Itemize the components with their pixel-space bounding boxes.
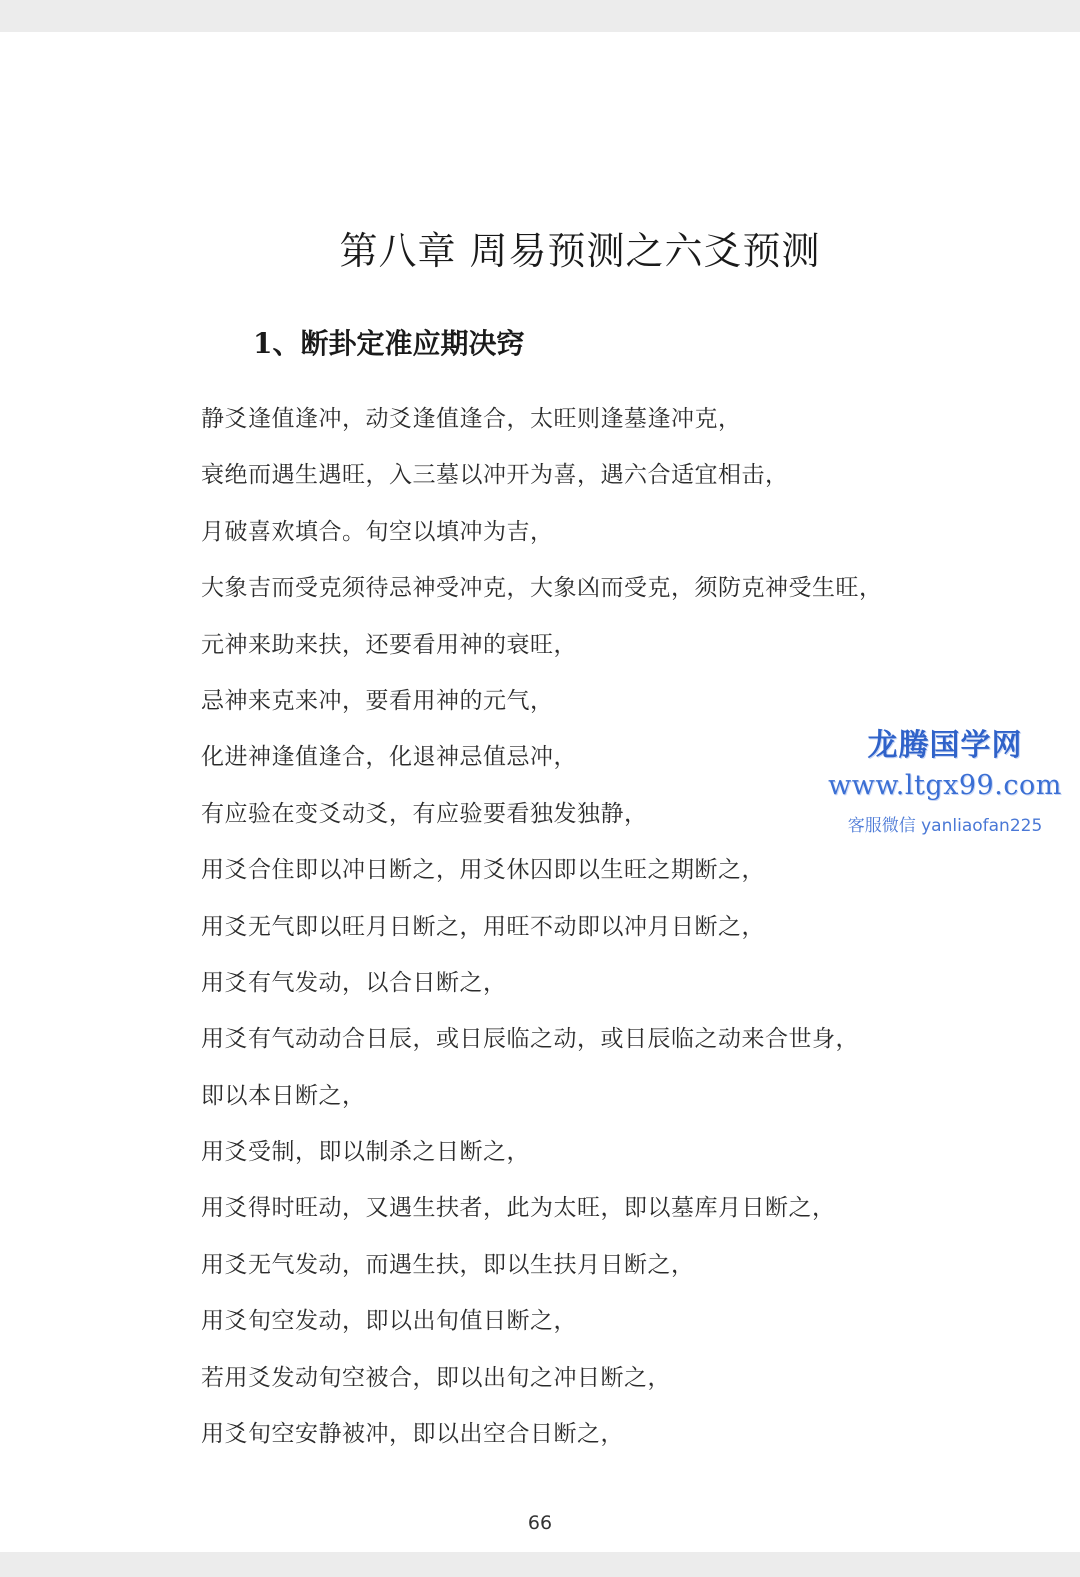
text-line: 元神来助来扶，还要看用神的衰旺， bbox=[201, 631, 577, 658]
watermark bbox=[820, 720, 1070, 836]
watermark-url: www.ltgx99.com bbox=[828, 770, 1062, 801]
text-line: 用爻有气发动，以合日断之， bbox=[201, 969, 507, 996]
text-line: 用爻合住即以冲日断之，用爻休囚即以生旺之期断之， bbox=[201, 857, 765, 884]
text-line: 衰绝而遇生遇旺，入三墓以冲开为喜，遇六合适宜相击， bbox=[201, 462, 789, 489]
watermark-contact: 客服微信 yanliaofan225 bbox=[847, 816, 1043, 836]
text-line: 用爻旬空安静被冲，即以出空合日断之， bbox=[201, 1421, 624, 1448]
text-line: 用爻得时旺动，又遇生扶者，此为太旺，即以墓库月日断之， bbox=[201, 1195, 836, 1222]
body-text bbox=[201, 405, 883, 1476]
text-line: 用爻无气即以旺月日断之，用旺不动即以冲月日断之， bbox=[201, 913, 765, 940]
watermark-name: 龙腾国学网 bbox=[867, 728, 1023, 763]
page-number: 66 bbox=[527, 1512, 553, 1534]
text-line: 化进神逢值逢合，化退神忌值忌冲， bbox=[201, 744, 577, 771]
text-line: 用爻无气发动，而遇生扶，即以生扶月日断之， bbox=[201, 1251, 695, 1278]
text-line: 静爻逢值逢冲，动爻逢值逢合，太旺则逢墓逢冲克， bbox=[201, 406, 742, 432]
text-line: 忌神来克来冲，要看用神的元气， bbox=[201, 687, 554, 714]
text-line: 若用爻发动旬空被合，即以出旬之冲日断之， bbox=[201, 1364, 671, 1391]
section-heading: 1、断卦定准应期决窍 bbox=[253, 327, 525, 360]
text-line: 月破喜欢填合。旬空以填冲为吉， bbox=[201, 518, 554, 545]
text-line: 用爻有气动动合日辰，或日辰临之动，或日辰临之动来合世身， bbox=[201, 1026, 859, 1053]
text-line: 有应验在变爻动爻，有应验要看独发独静， bbox=[201, 800, 648, 827]
text-line: 大象吉而受克须待忌神受冲克，大象凶而受克，须防克神受生旺， bbox=[201, 575, 883, 602]
text-line: 即以本日断之， bbox=[201, 1082, 366, 1109]
text-line: 用爻旬空发动，即以出旬值日断之， bbox=[201, 1308, 577, 1335]
text-line: 用爻受制，即以制杀之日断之， bbox=[201, 1139, 530, 1166]
chapter-title: 第八章 周易预测之六爻预测 bbox=[339, 229, 821, 273]
